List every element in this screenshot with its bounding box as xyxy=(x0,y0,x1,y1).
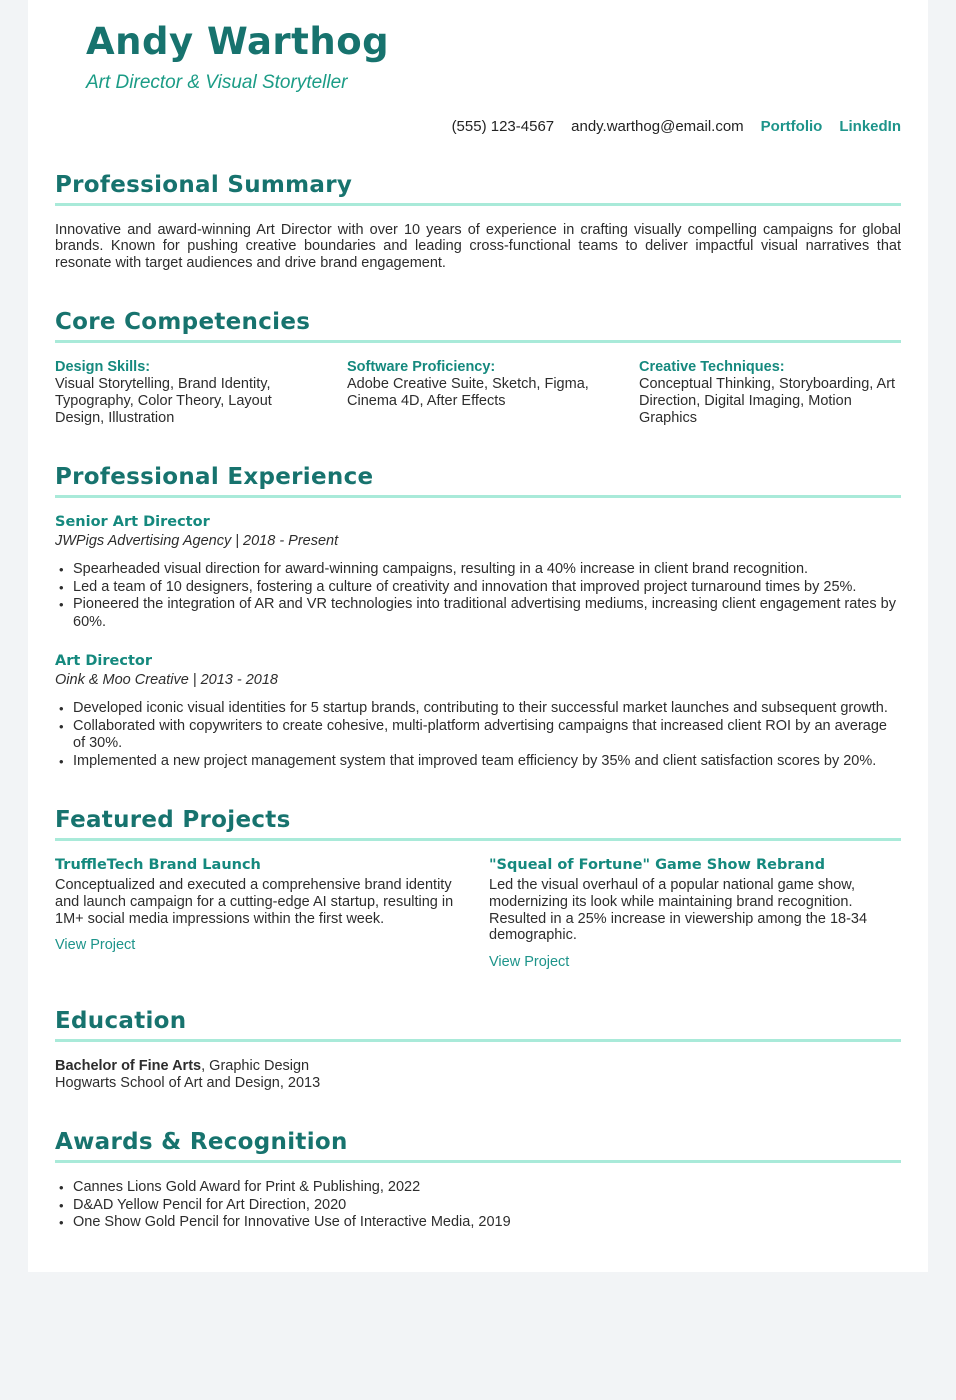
award-item: • One Show Gold Pencil for Innovative Use of Interactive Media, 2019 xyxy=(58,1214,901,1232)
competency-label: Design Skills: xyxy=(55,359,151,376)
job-bullet: • Developed iconic visual identities for 5 startup brands, contributing to their successful market launches and subsequent growth. xyxy=(58,700,901,718)
project-description: Led the visual overhaul of a popular national game show, modernizing its look while maintaining brand recognition. Resulted in a 25% increase in viewership among the 18-34 demographic. xyxy=(489,877,868,944)
competencies-heading: Core Competencies xyxy=(55,309,901,343)
education-degree-field: , Graphic Design xyxy=(201,1058,310,1075)
resume-header xyxy=(55,0,901,135)
competency-group xyxy=(347,359,609,427)
competency-items: Conceptual Thinking, Storyboarding, Art Direction, Digital Imaging, Motion Graphics xyxy=(639,376,896,427)
view-project-link[interactable]: View Project xyxy=(55,937,136,954)
candidate-title: Art Director & Visual Storyteller xyxy=(86,71,348,93)
competency-group xyxy=(55,359,317,427)
summary-text: Innovative and award-winning Art Director with over 10 years of experience in crafting visually compelling campaigns for global brands. Known for pushing creative boundaries and leading cross-functional teams to deliver impactful visual narratives that resonate with target audiences and drive brand engagement. xyxy=(55,221,901,272)
job-entry xyxy=(55,653,901,770)
job-bullet: • Pioneered the integration of AR and VR technologies into traditional advertising mediums, increasing client engagement rates by 60%. xyxy=(58,596,901,631)
awards-heading: Awards & Recognition xyxy=(55,1129,901,1163)
awards-list xyxy=(55,1179,901,1232)
job-meta: JWPigs Advertising Agency | 2018 - Present xyxy=(55,533,339,550)
award-item: • D&AD Yellow Pencil for Art Direction, 2020 xyxy=(58,1197,901,1215)
project-description: Conceptualized and executed a comprehensive brand identity and launch campaign for a cutting-edge AI startup, resulting in 1M+ social media impressions within the first week. xyxy=(55,877,454,927)
job-bullet: • Spearheaded visual direction for award-winning campaigns, resulting in a 40% increase in client brand recognition. xyxy=(58,561,901,579)
projects-heading: Featured Projects xyxy=(55,807,901,841)
education-school-line: Hogwarts School of Art and Design, 2013 xyxy=(55,1075,321,1092)
job-bullet-list xyxy=(55,561,901,631)
contact-phone: (555) 123-4567 xyxy=(451,117,555,135)
candidate-name: Andy Warthog xyxy=(86,20,390,63)
competency-items: Visual Storytelling, Brand Identity, Typography, Color Theory, Layout Design, Illustration xyxy=(55,376,272,427)
experience-heading: Professional Experience xyxy=(55,464,901,498)
project-card xyxy=(55,857,467,971)
project-title: TruffleTech Brand Launch xyxy=(55,857,261,874)
job-bullet: • Led a team of 10 designers, fostering a culture of creativity and innovation that improved project turnaround times by 25%. xyxy=(58,579,901,597)
linkedin-link[interactable]: LinkedIn xyxy=(839,117,901,135)
view-project-link[interactable]: View Project xyxy=(489,954,570,971)
projects-grid xyxy=(55,857,901,971)
job-title: Art Director xyxy=(55,653,152,670)
job-bullet: • Collaborated with copywriters to create cohesive, multi-platform advertising campaigns that increased client ROI by an average of 30%. xyxy=(58,718,901,753)
project-title: "Squeal of Fortune" Game Show Rebrand xyxy=(489,857,825,874)
competency-group xyxy=(639,359,901,427)
education-heading: Education xyxy=(55,1008,901,1042)
project-card xyxy=(489,857,901,971)
portfolio-link[interactable]: Portfolio xyxy=(760,117,823,135)
education-degree-line xyxy=(55,1058,901,1075)
resume-page xyxy=(28,0,928,1272)
section-awards xyxy=(55,1129,901,1232)
competency-label: Creative Techniques: xyxy=(639,359,785,376)
job-bullet: • Implemented a new project management system that improved team efficiency by 35% and client satisfaction scores by 20%. xyxy=(58,753,901,771)
job-meta: Oink & Moo Creative | 2013 - 2018 xyxy=(55,672,278,689)
section-education xyxy=(55,1008,901,1092)
section-featured-projects xyxy=(55,807,901,971)
job-title: Senior Art Director xyxy=(55,514,210,531)
competency-items: Adobe Creative Suite, Sketch, Figma, Cinema 4D, After Effects xyxy=(347,376,589,410)
award-item: • Cannes Lions Gold Award for Print & Publishing, 2022 xyxy=(58,1179,901,1197)
section-core-competencies xyxy=(55,309,901,427)
contact-email: andy.warthog@email.com xyxy=(571,117,744,135)
job-entry xyxy=(55,514,901,631)
section-professional-summary xyxy=(55,172,901,272)
education-degree: Bachelor of Fine Arts xyxy=(55,1058,202,1075)
competency-label: Software Proficiency: xyxy=(347,359,496,376)
job-bullet-list xyxy=(55,700,901,770)
summary-heading: Professional Summary xyxy=(55,172,901,206)
section-professional-experience xyxy=(55,464,901,770)
competencies-grid xyxy=(55,359,901,427)
contact-row xyxy=(86,118,901,135)
